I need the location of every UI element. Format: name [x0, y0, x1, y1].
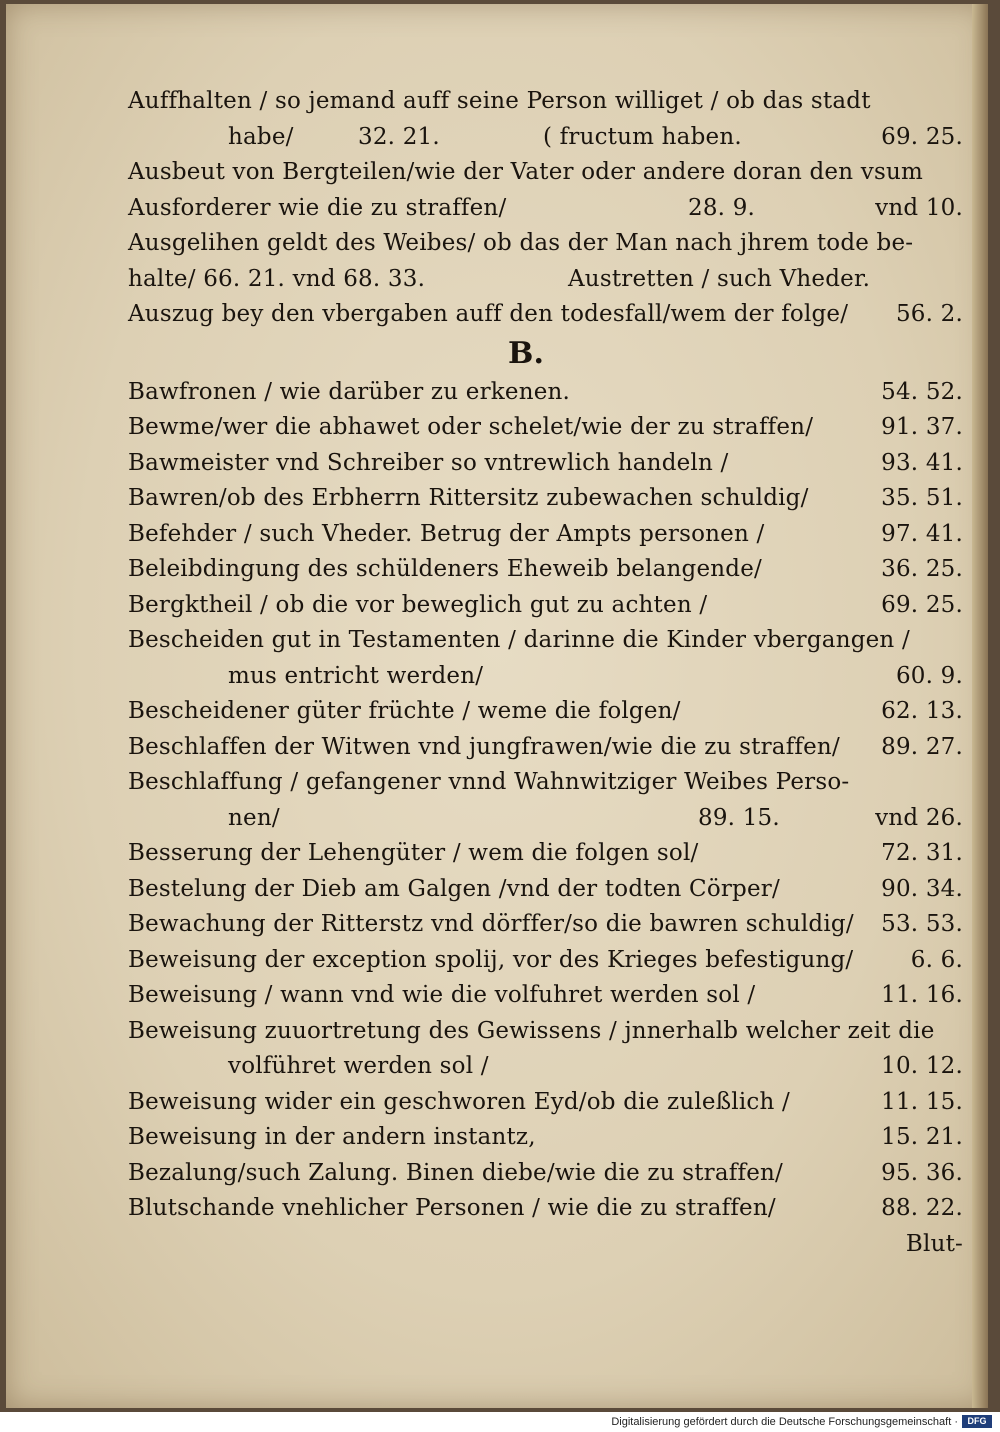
entry-page-reference: 95. 36. — [881, 1159, 963, 1186]
entry-text: mus entricht werden/ — [228, 662, 484, 689]
entry-text: Beweisung wider ein geschworen Eyd/ob die zuleßlich / — [128, 1088, 790, 1115]
index-entry — [128, 297, 963, 333]
entry-text: Bewme/wer die abhawet oder schelet/wie der zu straffen/ — [128, 414, 814, 440]
entry-text: Bergktheil / ob die vor beweglich gut zu achten / — [128, 591, 708, 618]
index-entry — [128, 588, 963, 624]
entries-group-a — [128, 84, 963, 333]
index-entry — [128, 943, 963, 979]
entry-text: Auffhalten / so jemand auff seine Person williget / ob das stadt — [128, 88, 871, 114]
entry-reference: 89. 15. — [698, 804, 780, 831]
entry-text: Blutschande vnehlicher Personen / wie die zu straffen/ — [128, 1195, 776, 1221]
entry-text-secondary: Austretten / such Vheder. — [568, 265, 871, 292]
entry-text: Besserung der Lehengüter / wem die folgen sol/ — [128, 840, 699, 866]
index-entry — [128, 872, 963, 908]
index-entry — [128, 226, 963, 262]
entry-page-reference: 93. 41. — [881, 449, 963, 476]
index-entry — [128, 765, 963, 801]
index-entry — [128, 1049, 963, 1085]
index-entry — [128, 481, 963, 517]
entries-group-b — [128, 375, 963, 1263]
entry-text: Beschlaffen der Witwen vnd jungfrawen/wie die zu straffen/ — [128, 733, 840, 760]
entry-text: Bawfronen / wie darüber zu erkenen. — [128, 378, 571, 405]
section-letter-heading — [128, 333, 963, 375]
entry-text: volführet werden sol / — [228, 1053, 489, 1079]
entry-page-reference: vnd 10. — [875, 194, 963, 221]
entry-page-reference: 88. 22. — [881, 1195, 963, 1221]
entry-page-reference: 36. 25. — [881, 556, 963, 582]
entry-page-reference: 6. 6. — [910, 946, 963, 973]
index-entry — [128, 1191, 963, 1227]
entry-text: Beschlaffung / gefangener vnnd Wahnwitziger Weibes Perso- — [128, 769, 850, 795]
index-entry — [128, 978, 963, 1014]
entry-page-reference: 53. 53. — [881, 911, 963, 937]
entry-page-reference: 35. 51. — [881, 485, 963, 511]
entry-page-reference: 60. 9. — [895, 662, 963, 689]
index-entry — [128, 623, 963, 659]
index-entry — [128, 191, 963, 227]
index-entry — [128, 1227, 963, 1263]
index-entry — [128, 262, 963, 298]
index-entry — [128, 659, 963, 695]
entry-page-reference: vnd 26. — [875, 804, 963, 831]
entry-page-reference: Blut- — [905, 1230, 963, 1257]
index-entry — [128, 446, 963, 482]
index-entry — [128, 375, 963, 411]
index-entry — [128, 836, 963, 872]
entry-text: habe/ — [228, 123, 294, 150]
entry-page-reference: 56. 2. — [895, 301, 963, 327]
index-entry — [128, 517, 963, 553]
index-entry — [128, 730, 963, 766]
entry-page-reference: 11. 16. — [881, 982, 963, 1008]
entry-page-reference: 89. 27. — [881, 733, 963, 760]
entry-page-reference: 54. 52. — [881, 378, 963, 405]
entry-text: Beweisung in der andern instantz, — [128, 1124, 536, 1150]
book-page — [6, 4, 988, 1408]
index-entry — [128, 155, 963, 191]
index-entry — [128, 694, 963, 730]
entry-text: Beweisung / wann vnd wie die volfuhret werden sol / — [128, 982, 756, 1008]
entry-page-reference: 97. 41. — [881, 520, 963, 547]
funding-credit: Digitalisierung gefördert durch die Deutsche Forschungsgemeinschaft · — [611, 1416, 958, 1428]
index-entry — [128, 552, 963, 588]
entry-page-reference: 11. 15. — [881, 1088, 963, 1115]
entry-text: Bestelung der Dieb am Galgen /vnd der todten Cörper/ — [128, 875, 780, 902]
index-text-block — [128, 84, 963, 1262]
index-entry — [128, 801, 963, 837]
index-entry — [128, 84, 963, 120]
entry-text: Auszug bey den vbergaben auff den todesfall/wem der folge/ — [128, 301, 849, 327]
entry-text: Ausbeut von Bergteilen/wie der Vater oder andere doran den vsum — [128, 159, 923, 185]
entry-text: Bawren/ob des Erbherrn Rittersitz zubewachen schuldig/ — [128, 485, 809, 511]
dfg-logo: DFG — [962, 1415, 992, 1428]
index-entry — [128, 1014, 963, 1050]
letter-b-heading: B. — [508, 335, 545, 371]
entry-reference: 28. 9. — [688, 194, 756, 221]
index-entry — [128, 410, 963, 446]
footer-bar — [0, 1412, 1000, 1432]
index-entry — [128, 907, 963, 943]
entry-text: Ausgelihen geldt des Weibes/ ob das der Man nach jhrem tode be- — [128, 230, 914, 256]
entry-text: Ausforderer wie die zu straffen/ — [128, 194, 507, 221]
entry-text: Bescheiden gut in Testamenten / darinne die Kinder vbergangen / — [128, 627, 910, 653]
entry-page-reference: 69. 25. — [881, 591, 963, 618]
entry-text: halte/ 66. 21. vnd 68. 33. — [128, 265, 426, 292]
index-entry — [128, 120, 963, 156]
entry-text: Beleibdingung des schüldeners Eheweib belangende/ — [128, 556, 762, 582]
index-entry — [128, 1156, 963, 1192]
entry-text: Bawmeister vnd Schreiber so vntrewlich handeln / — [128, 449, 729, 476]
entry-page-reference: 72. 31. — [881, 840, 963, 866]
entry-text: Beweisung zuuortretung des Gewissens / jnnerhalb welcher zeit die — [128, 1017, 935, 1044]
entry-page-reference: 90. 34. — [881, 875, 963, 902]
index-entry — [128, 1085, 963, 1121]
entry-text-secondary: ( fructum haben. — [543, 123, 742, 150]
index-entry — [128, 1120, 963, 1156]
entry-text: Bezalung/such Zalung. Binen diebe/wie die zu straffen/ — [128, 1159, 783, 1186]
entry-text: Bescheidener güter früchte / weme die folgen/ — [128, 698, 681, 724]
entry-text: nen/ — [228, 804, 280, 831]
entry-page-reference: 69. 25. — [881, 123, 963, 150]
entry-reference: 32. 21. — [358, 123, 440, 150]
entry-page-reference: 10. 12. — [881, 1053, 963, 1079]
entry-page-reference: 91. 37. — [881, 414, 963, 440]
entry-page-reference: 15. 21. — [881, 1124, 963, 1150]
entry-text: Befehder / such Vheder. Betrug der Ampts personen / — [128, 520, 765, 547]
entry-page-reference: 62. 13. — [881, 698, 963, 724]
entry-text: Beweisung der exception spolij, vor des Krieges befestigung/ — [128, 946, 854, 973]
page-edge — [972, 4, 988, 1408]
entry-text: Bewachung der Ritterstz vnd dörffer/so die bawren schuldig/ — [128, 911, 854, 937]
